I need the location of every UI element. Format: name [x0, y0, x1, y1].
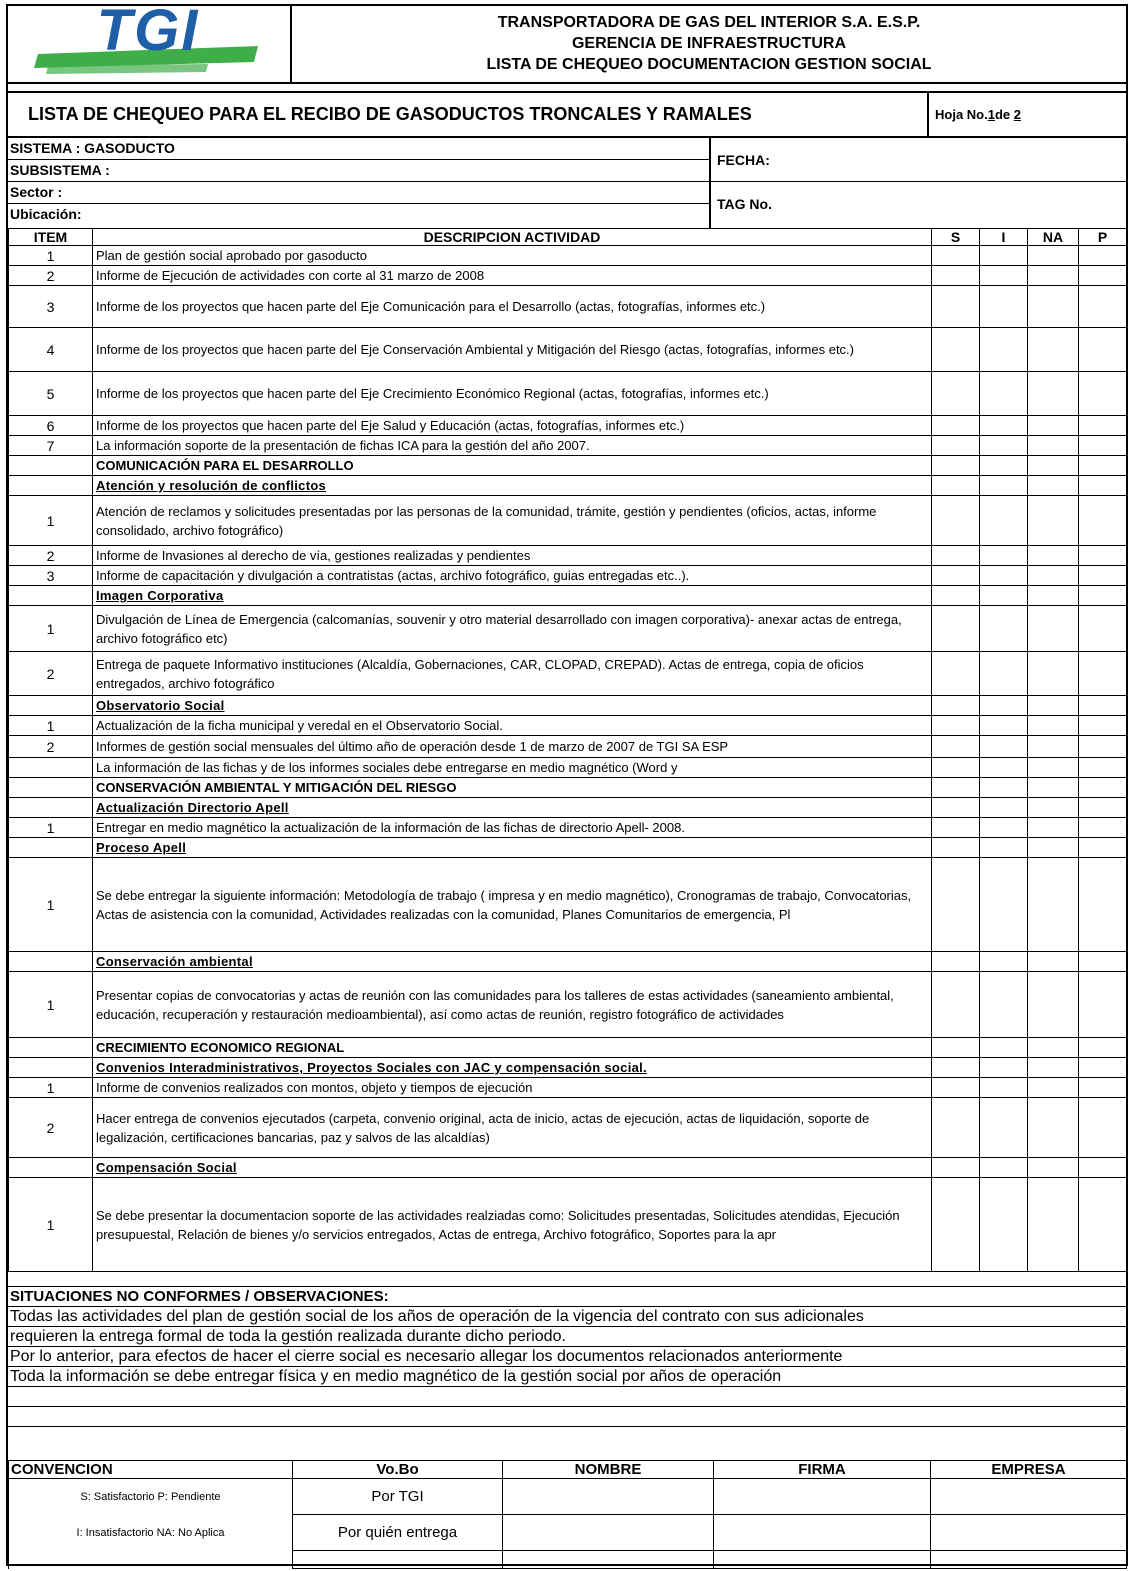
item-number — [9, 838, 93, 858]
check-na[interactable] — [1028, 566, 1079, 586]
item-description: Conservación ambiental — [93, 952, 932, 972]
check-i[interactable] — [980, 1038, 1028, 1058]
checklist-row — [9, 436, 1127, 456]
check-i[interactable] — [980, 266, 1028, 286]
subsection-row — [9, 838, 1127, 858]
subsection-row — [9, 952, 1127, 972]
check-p[interactable] — [1079, 952, 1127, 972]
check-s[interactable] — [932, 1038, 980, 1058]
item-description: Informe de los proyectos que hacen parte del Eje Conservación Ambiental y Mitigación del Riesgo (actas, fotografías, informes etc.) — [93, 328, 932, 372]
check-na[interactable] — [1028, 858, 1079, 952]
check-s[interactable] — [932, 736, 980, 758]
check-s[interactable] — [932, 496, 980, 546]
nombre-blank[interactable] — [503, 1551, 714, 1569]
section-row — [9, 456, 1127, 476]
item-number: 1 — [9, 246, 93, 266]
check-na[interactable] — [1028, 1178, 1079, 1272]
item-number: 3 — [9, 286, 93, 328]
sheet-number — [927, 93, 1126, 136]
check-s[interactable] — [932, 456, 980, 476]
item-description: COMUNICACIÓN PARA EL DESARROLLO — [93, 456, 932, 476]
item-number: 5 — [9, 372, 93, 416]
check-i[interactable] — [980, 798, 1028, 818]
subsection-row — [9, 696, 1127, 716]
check-i[interactable] — [980, 546, 1028, 566]
sheet-current: 1 — [987, 107, 995, 122]
item-description: Convenios Interadministrativos, Proyectos Sociales con JAC y compensación social. — [93, 1058, 932, 1078]
sig-col-convencion: CONVENCION — [9, 1461, 293, 1479]
item-number — [9, 586, 93, 606]
check-na[interactable] — [1028, 652, 1079, 696]
item-number — [9, 952, 93, 972]
item-number: 2 — [9, 1098, 93, 1158]
item-description: Hacer entrega de convenios ejecutados (carpeta, convenio original, acta de inicio, actas de ejecución, actas de liquidación, soporte de legalización, certificaciones bancarias, paz y salvos de las alcaldías) — [93, 1098, 932, 1158]
observation-row — [8, 1407, 1126, 1427]
check-p[interactable] — [1079, 286, 1127, 328]
check-na[interactable] — [1028, 758, 1079, 778]
check-s[interactable] — [932, 696, 980, 716]
check-p[interactable] — [1079, 436, 1127, 456]
checklist-row — [9, 858, 1127, 952]
legend-blank — [9, 1551, 293, 1569]
check-na[interactable] — [1028, 606, 1079, 652]
check-i[interactable] — [980, 566, 1028, 586]
check-na[interactable] — [1028, 838, 1079, 858]
checklist-row — [9, 546, 1127, 566]
item-number: 1 — [9, 1178, 93, 1272]
check-na[interactable] — [1028, 1038, 1079, 1058]
check-p[interactable] — [1079, 546, 1127, 566]
check-i[interactable] — [980, 372, 1028, 416]
department-name: GERENCIA DE INFRAESTRUCTURA — [571, 35, 847, 52]
check-i[interactable] — [980, 818, 1028, 838]
check-s[interactable] — [932, 586, 980, 606]
item-description: CRECIMIENTO ECONOMICO REGIONAL — [93, 1038, 932, 1058]
checklist-row — [9, 286, 1127, 328]
item-number — [9, 1058, 93, 1078]
observation-line[interactable]: Todas las actividades del plan de gestión social de los años de operación de la vigencia del contrato con sus adicionales — [8, 1307, 1126, 1327]
subsection-row — [9, 1158, 1127, 1178]
col-description: DESCRIPCION ACTIVIDAD — [93, 229, 932, 246]
item-number: 2 — [9, 652, 93, 696]
check-i[interactable] — [980, 696, 1028, 716]
sig-col-firma: FIRMA — [714, 1461, 931, 1479]
check-p[interactable] — [1079, 586, 1127, 606]
item-number: 1 — [9, 1078, 93, 1098]
legend-s-p: S: Satisfactorio P: Pendiente — [9, 1479, 293, 1515]
check-na[interactable] — [1028, 586, 1079, 606]
nombre-entrega[interactable] — [503, 1515, 714, 1551]
company-name: TRANSPORTADORA DE GAS DEL INTERIOR S.A. E.S.P. — [497, 14, 921, 31]
checklist-row — [9, 372, 1127, 416]
check-na[interactable] — [1028, 1098, 1079, 1158]
subsection-row — [9, 586, 1127, 606]
check-s[interactable] — [932, 716, 980, 736]
check-s[interactable] — [932, 758, 980, 778]
item-number — [9, 778, 93, 798]
check-i[interactable] — [980, 952, 1028, 972]
check-i[interactable] — [980, 1058, 1028, 1078]
item-number — [9, 456, 93, 476]
check-na[interactable] — [1028, 778, 1079, 798]
check-na[interactable] — [1028, 436, 1079, 456]
field-subsistema[interactable]: SUBSISTEMA : — [8, 160, 709, 182]
check-p[interactable] — [1079, 416, 1127, 436]
check-i[interactable] — [980, 1098, 1028, 1158]
check-s[interactable] — [932, 286, 980, 328]
check-p[interactable] — [1079, 818, 1127, 838]
logo-text: TGI — [96, 6, 200, 63]
checklist-row — [9, 652, 1127, 696]
check-p[interactable] — [1079, 1098, 1127, 1158]
subsection-row — [9, 798, 1127, 818]
firma-blank[interactable] — [714, 1551, 931, 1569]
item-description: Actualización de la ficha municipal y veredal en el Observatorio Social. — [93, 716, 932, 736]
check-p[interactable] — [1079, 798, 1127, 818]
checklist-row — [9, 1098, 1127, 1158]
item-number: 1 — [9, 606, 93, 652]
check-s[interactable] — [932, 798, 980, 818]
check-i[interactable] — [980, 476, 1028, 496]
checklist-row — [9, 606, 1127, 652]
item-description: Proceso Apell — [93, 838, 932, 858]
check-na[interactable] — [1028, 1058, 1079, 1078]
check-na[interactable] — [1028, 716, 1079, 736]
col-s: S — [932, 229, 980, 246]
item-number — [9, 476, 93, 496]
check-s[interactable] — [932, 246, 980, 266]
item-number: 2 — [9, 736, 93, 758]
check-s[interactable] — [932, 266, 980, 286]
check-na[interactable] — [1028, 456, 1079, 476]
check-s[interactable] — [932, 972, 980, 1038]
check-na[interactable] — [1028, 818, 1079, 838]
check-s[interactable] — [932, 818, 980, 838]
check-p[interactable] — [1079, 606, 1127, 652]
check-i[interactable] — [980, 456, 1028, 476]
vobo-blank — [293, 1551, 503, 1569]
check-na[interactable] — [1028, 546, 1079, 566]
checklist-row — [9, 246, 1127, 266]
check-p[interactable] — [1079, 1038, 1127, 1058]
check-i[interactable] — [980, 1158, 1028, 1178]
vobo-tgi: Por TGI — [293, 1479, 503, 1515]
item-number: 7 — [9, 436, 93, 456]
check-i[interactable] — [980, 1078, 1028, 1098]
field-sector[interactable]: Sector : — [8, 182, 709, 204]
check-p[interactable] — [1079, 758, 1127, 778]
logo-box — [8, 6, 292, 84]
check-na[interactable] — [1028, 736, 1079, 758]
observation-line[interactable]: requieren la entrega formal de toda la gestión realizada durante dicho periodo. — [8, 1327, 1126, 1347]
check-na[interactable] — [1028, 496, 1079, 546]
item-number — [9, 1038, 93, 1058]
check-s[interactable] — [932, 1158, 980, 1178]
check-na[interactable] — [1028, 476, 1079, 496]
item-description: Entregar en medio magnético la actualización de la información de las fichas de directorio Apell- 2008. — [93, 818, 932, 838]
item-description: Presentar copias de convocatorias y actas de reunión con las comunidades para los talleres de estas actividades (saneamiento ambiental, educación, recuperación y restauración medioambiental), así como actas de reunión, registro fotográfico de actividades — [93, 972, 932, 1038]
sheet-total: 2 — [1013, 107, 1021, 122]
item-number — [9, 798, 93, 818]
observation-line[interactable] — [8, 1387, 1126, 1407]
checklist-row — [9, 716, 1127, 736]
check-p[interactable] — [1079, 716, 1127, 736]
checklist-row — [9, 496, 1127, 546]
check-s[interactable] — [932, 416, 980, 436]
check-i[interactable] — [980, 758, 1028, 778]
checklist-table — [8, 228, 1127, 1272]
check-i[interactable] — [980, 328, 1028, 372]
item-number: 1 — [9, 818, 93, 838]
checklist-row — [9, 818, 1127, 838]
col-p: P — [1079, 229, 1127, 246]
item-number — [9, 758, 93, 778]
check-s[interactable] — [932, 476, 980, 496]
section-row — [9, 1038, 1127, 1058]
observation-row — [8, 1307, 1126, 1327]
observation-line[interactable]: Por lo anterior, para efectos de hacer el cierre social es necesario allegar los documentos relacionados anteriormente — [8, 1347, 1126, 1367]
col-na: NA — [1028, 229, 1079, 246]
check-s[interactable] — [932, 838, 980, 858]
check-p[interactable] — [1079, 652, 1127, 696]
item-number: 2 — [9, 266, 93, 286]
sig-col-vobo: Vo.Bo — [293, 1461, 503, 1479]
item-description: Informe de los proyectos que hacen parte del Eje Comunicación para el Desarrollo (actas, fotografías, informes etc.) — [93, 286, 932, 328]
check-p[interactable] — [1079, 496, 1127, 546]
col-i: I — [980, 229, 1028, 246]
item-description: La información de las fichas y de los informes sociales debe entregarse en medio magnético (Word y — [93, 758, 932, 778]
nombre-tgi[interactable] — [503, 1479, 714, 1515]
check-na[interactable] — [1028, 266, 1079, 286]
check-p[interactable] — [1079, 1178, 1127, 1272]
check-i[interactable] — [980, 586, 1028, 606]
sig-col-nombre: NOMBRE — [503, 1461, 714, 1479]
empresa-entrega[interactable] — [931, 1515, 1127, 1551]
checklist-row — [9, 416, 1127, 436]
check-na[interactable] — [1028, 1158, 1079, 1178]
item-description: Atención y resolución de conflictos — [93, 476, 932, 496]
check-p[interactable] — [1079, 266, 1127, 286]
check-p[interactable] — [1079, 456, 1127, 476]
subsection-row — [9, 476, 1127, 496]
field-sistema[interactable]: SISTEMA : GASODUCTO — [8, 138, 709, 160]
item-description: Plan de gestión social aprobado por gasoducto — [93, 246, 932, 266]
check-i[interactable] — [980, 416, 1028, 436]
check-p[interactable] — [1079, 566, 1127, 586]
title-row — [8, 91, 1126, 138]
field-fecha[interactable]: FECHA: — [709, 138, 1126, 182]
check-i[interactable] — [980, 778, 1028, 798]
item-description: Informe de capacitación y divulgación a contratistas (actas, archivo fotográfico, guias entregadas etc..). — [93, 566, 932, 586]
check-p[interactable] — [1079, 328, 1127, 372]
checklist-sheet — [6, 4, 1128, 1566]
header-titles — [292, 12, 1126, 75]
empresa-blank[interactable] — [931, 1551, 1127, 1569]
check-na[interactable] — [1028, 696, 1079, 716]
item-description: Informe de los proyectos que hacen parte del Eje Salud y Educación (actas, fotografías, informes etc.) — [93, 416, 932, 436]
item-description: Informe de los proyectos que hacen parte del Eje Crecimiento Económico Regional (actas, fotografías, informes etc.) — [93, 372, 932, 416]
check-i[interactable] — [980, 286, 1028, 328]
check-s[interactable] — [932, 328, 980, 372]
item-description: Informe de Invasiones al derecho de vía, gestiones realizadas y pendientes — [93, 546, 932, 566]
subsection-row — [9, 1058, 1127, 1078]
item-description: Compensación Social — [93, 1158, 932, 1178]
item-number: 4 — [9, 328, 93, 372]
checklist-row — [9, 566, 1127, 586]
sheet-label: Hoja No. — [935, 107, 988, 122]
check-s[interactable] — [932, 952, 980, 972]
check-na[interactable] — [1028, 416, 1079, 436]
check-s[interactable] — [932, 436, 980, 456]
check-s[interactable] — [932, 1098, 980, 1158]
item-description: Atención de reclamos y solicitudes presentadas por las personas de la comunidad, trámite, gestión y pendientes (oficios, actas, informe consolidado, archivo fotográfico) — [93, 496, 932, 546]
check-na[interactable] — [1028, 1078, 1079, 1098]
check-s[interactable] — [932, 652, 980, 696]
check-p[interactable] — [1079, 1058, 1127, 1078]
check-i[interactable] — [980, 972, 1028, 1038]
sig-col-empresa: EMPRESA — [931, 1461, 1127, 1479]
check-s[interactable] — [932, 1078, 980, 1098]
item-number: 2 — [9, 546, 93, 566]
check-p[interactable] — [1079, 246, 1127, 266]
check-na[interactable] — [1028, 286, 1079, 328]
item-description: Divulgación de Línea de Emergencia (calcomanías, souvenir y otro material desarrollado con imagen corporativa)- anexar actas de entrega, archivo fotográfico etc) — [93, 606, 932, 652]
item-description: Informes de gestión social mensuales del último año de operación desde 1 de marzo de 2007 de TGI SA ESP — [93, 736, 932, 758]
check-na[interactable] — [1028, 972, 1079, 1038]
check-na[interactable] — [1028, 798, 1079, 818]
item-description: Informe de convenios realizados con montos, objeto y tiempos de ejecución — [93, 1078, 932, 1098]
check-s[interactable] — [932, 372, 980, 416]
checklist-row — [9, 758, 1127, 778]
item-number — [9, 696, 93, 716]
check-s[interactable] — [932, 778, 980, 798]
info-block — [8, 138, 1126, 228]
item-description: Observatorio Social — [93, 696, 932, 716]
section-row — [9, 778, 1127, 798]
observation-row — [8, 1347, 1126, 1367]
check-na[interactable] — [1028, 952, 1079, 972]
item-description: Entrega de paquete Informativo instituciones (Alcaldía, Gobernaciones, CAR, CLOPAD, CREPAD). Actas de entrega, copia de oficios entregados, archivo fotográfico — [93, 652, 932, 696]
observations-table — [8, 1286, 1126, 1427]
check-i[interactable] — [980, 606, 1028, 652]
checklist-row — [9, 328, 1127, 372]
item-number: 1 — [9, 496, 93, 546]
check-i[interactable] — [980, 858, 1028, 952]
field-ubicacion[interactable]: Ubicación: — [10, 206, 82, 222]
check-p[interactable] — [1079, 858, 1127, 952]
item-description: CONSERVACIÓN AMBIENTAL Y MITIGACIÓN DEL RIESGO — [93, 778, 932, 798]
checklist-row — [9, 266, 1127, 286]
check-i[interactable] — [980, 736, 1028, 758]
observations-heading: SITUACIONES NO CONFORMES / OBSERVACIONES: — [8, 1287, 1126, 1307]
check-i[interactable] — [980, 436, 1028, 456]
observation-line[interactable] — [8, 1407, 1126, 1427]
check-i[interactable] — [980, 716, 1028, 736]
document-header — [8, 6, 1126, 84]
item-description: Se debe entregar la siguiente información: Metodología de trabajo ( impresa y en medio magnético), Cronogramas de trabajo, Convocatorias, Actas de asistencia con la comunidad, Actividades realizadas con la comunidad, Planes Comunitarios de emergencia, Pl — [93, 858, 932, 952]
check-p[interactable] — [1079, 778, 1127, 798]
checklist-row — [9, 736, 1127, 758]
check-p[interactable] — [1079, 1158, 1127, 1178]
item-number: 1 — [9, 858, 93, 952]
checklist-row — [9, 1078, 1127, 1098]
item-number — [9, 1158, 93, 1178]
check-na[interactable] — [1028, 246, 1079, 266]
check-i[interactable] — [980, 496, 1028, 546]
check-i[interactable] — [980, 652, 1028, 696]
observation-row — [8, 1367, 1126, 1387]
observation-line[interactable]: Toda la información se debe entregar física y en medio magnético de la gestión social por años de operación — [8, 1367, 1126, 1387]
item-description: Informe de Ejecución de actividades con corte al 31 marzo de 2008 — [93, 266, 932, 286]
check-p[interactable] — [1079, 696, 1127, 716]
check-p[interactable] — [1079, 972, 1127, 1038]
check-p[interactable] — [1079, 476, 1127, 496]
checklist-row — [9, 972, 1127, 1038]
check-s[interactable] — [932, 1178, 980, 1272]
sheet-of: de — [994, 107, 1011, 122]
page-title: LISTA DE CHEQUEO PARA EL RECIBO DE GASODUCTOS TRONCALES Y RAMALES — [28, 104, 752, 124]
tgi-logo — [8, 6, 292, 84]
signature-table — [8, 1460, 1127, 1569]
legend-i-na: I: Insatisfactorio NA: No Aplica — [9, 1515, 293, 1551]
check-p[interactable] — [1079, 736, 1127, 758]
vobo-entrega: Por quién entrega — [293, 1515, 503, 1551]
firma-entrega[interactable] — [714, 1515, 931, 1551]
item-number: 3 — [9, 566, 93, 586]
check-i[interactable] — [980, 1178, 1028, 1272]
checklist-header — [9, 229, 1127, 246]
document-name: LISTA DE CHEQUEO DOCUMENTACION GESTION SOCIAL — [486, 56, 932, 73]
check-s[interactable] — [932, 1058, 980, 1078]
check-s[interactable] — [932, 546, 980, 566]
observation-row — [8, 1327, 1126, 1347]
check-s[interactable] — [932, 566, 980, 586]
check-i[interactable] — [980, 246, 1028, 266]
check-s[interactable] — [932, 606, 980, 652]
observation-row — [8, 1387, 1126, 1407]
item-number: 1 — [9, 972, 93, 1038]
item-number: 1 — [9, 716, 93, 736]
empresa-tgi[interactable] — [931, 1479, 1127, 1515]
check-p[interactable] — [1079, 1078, 1127, 1098]
checklist-row — [9, 1178, 1127, 1272]
check-na[interactable] — [1028, 372, 1079, 416]
field-tag[interactable]: TAG No. — [709, 182, 1126, 228]
item-description: Se debe presentar la documentacion soporte de las actividades realziadas como: Solicitudes presentadas, Solicitudes atendidas, Ejecución presupuestal, Relación de bienes y/o servicios entregados, Actas de entrega, Archivo fotográfico, Soportes para la apr — [93, 1178, 932, 1272]
firma-tgi[interactable] — [714, 1479, 931, 1515]
item-description: Actualización Directorio Apell — [93, 798, 932, 818]
check-p[interactable] — [1079, 372, 1127, 416]
check-s[interactable] — [932, 858, 980, 952]
check-na[interactable] — [1028, 328, 1079, 372]
item-description: Imagen Corporativa — [93, 586, 932, 606]
item-number: 6 — [9, 416, 93, 436]
item-description: La información soporte de la presentación de fichas ICA para la gestión del año 2007. — [93, 436, 932, 456]
check-i[interactable] — [980, 838, 1028, 858]
check-p[interactable] — [1079, 838, 1127, 858]
col-item: ITEM — [9, 229, 93, 246]
